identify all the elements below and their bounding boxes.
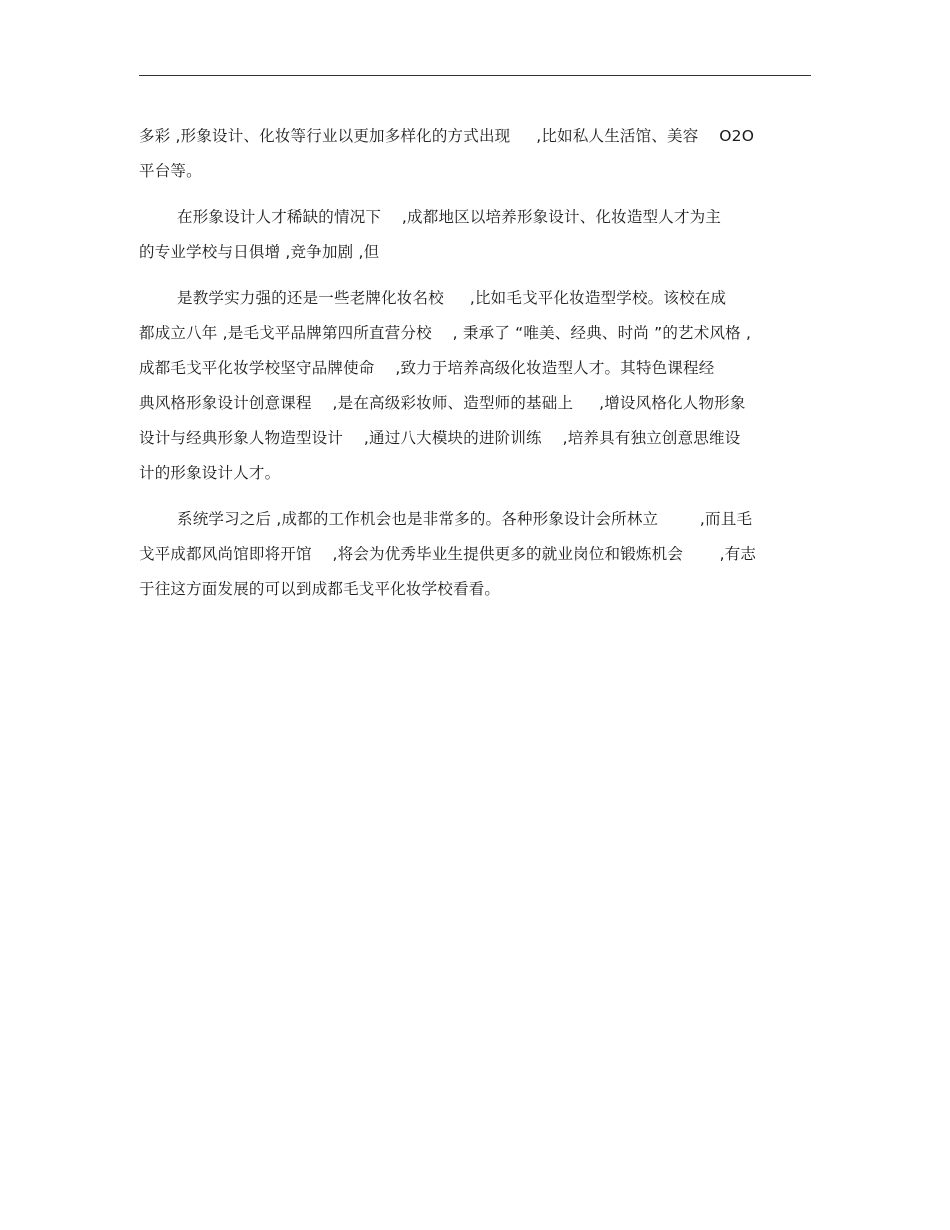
header-rule [139, 75, 811, 76]
document-body [139, 119, 811, 607]
text-line: 的专业学校与日俱增 ,竞争加剧 ,但 [139, 243, 380, 261]
text-line: 系统学习之后 ,成都的工作机会也是非常多的。各种形象设计会所林立 ,而且毛 [177, 510, 753, 528]
text-line: 戈平成都风尚馆即将开馆 ,将会为优秀毕业生提供更多的就业岗位和锻炼机会 ,有志 [139, 545, 757, 563]
text-line: 都成立八年 ,是毛戈平品牌第四所直营分校 , 秉承了 “唯美、经典、时尚 ”的艺术风格 , [139, 324, 752, 342]
text-line: 多彩 ,形象设计、化妆等行业以更加多样化的方式出现 ,比如私人生活馆、美容 O2O [139, 127, 755, 145]
text-line: 典风格形象设计创意课程 ,是在高级彩妆师、造型师的基础上 ,增设风格化人物形象 [139, 394, 746, 412]
paragraph-3 [139, 281, 811, 491]
paragraph-1 [139, 119, 811, 189]
paragraph-4 [139, 502, 811, 607]
text-line: 设计与经典形象人物造型设计 ,通过八大模块的进阶训练 ,培养具有独立创意思维设 [139, 429, 741, 447]
text-line: 于往这方面发展的可以到成都毛戈平化妆学校看看。 [139, 580, 501, 598]
text-line: 在形象设计人才稀缺的情况下 ,成都地区以培养形象设计、化妆造型人才为主 [177, 208, 722, 226]
text-line: 计的形象设计人才。 [139, 464, 281, 482]
text-line: 是教学实力强的还是一些老牌化妆名校 ,比如毛戈平化妆造型学校。该校在成 [177, 289, 727, 307]
paragraph-2 [139, 200, 811, 270]
text-line: 成都毛戈平化妆学校坚守品牌使命 ,致力于培养高级化妆造型人才。其特色课程经 [139, 359, 715, 377]
text-line: 平台等。 [139, 162, 202, 180]
